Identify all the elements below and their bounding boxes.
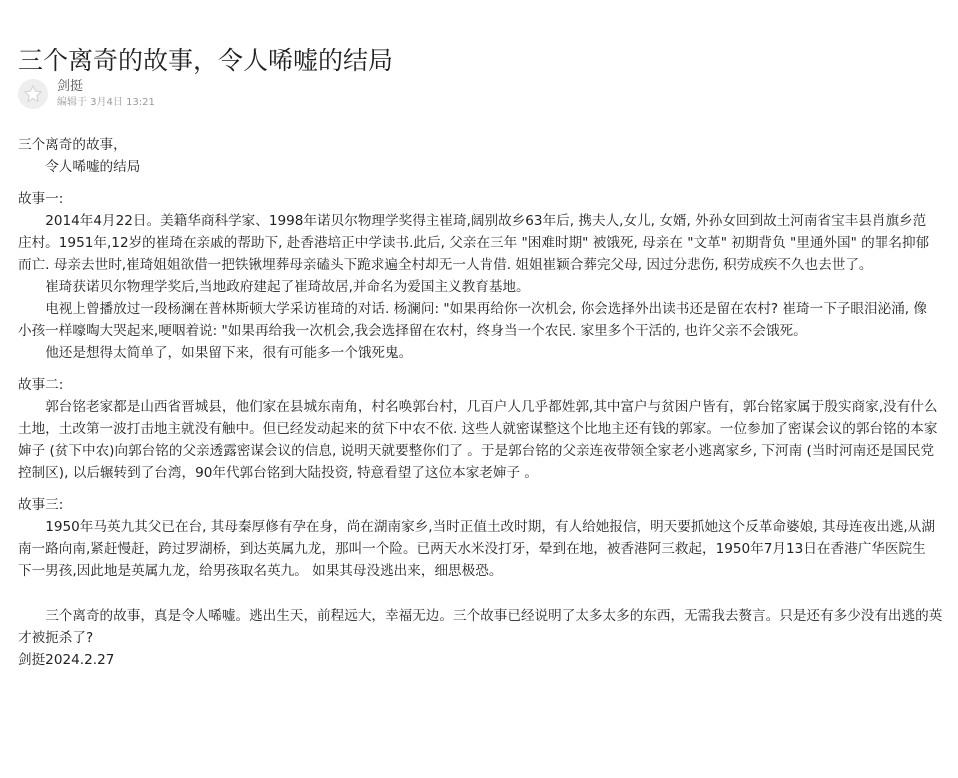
intro-line: 三个离奇的故事， [18,137,127,153]
spacer [18,582,938,605]
story-paragraph: 郭台铭老家都是山西省晋城县，他们家在县城东南角，村名唤郭台村，几百户人几乎都姓郭,其中富户与贫困户皆有，郭台铭家属于殷实商家,没有什么土地，土改第一波打击地主就没有触中。但已经发动起来的贫下中农不依. 这些人就密谋整这个比地主还有钱的郭家。一位参加了密谋会议的郭台铭的本家婶子 (贫下中农)向郭台铭的父亲透露密谋会议的信息, 说明天就要整你们了 。于是郭台铭的父亲连夜带领全家老小逃离家乡, 下河南 (当时河南还是国民党控制区), 以后辗转到了台湾，90年代郭台铭到大陆投资, 特意看望了这位本家老婶子 。 [18,399,938,481]
closing-paragraph: 三个离奇的故事，真是令人唏嘘。逃出生天，前程远大，幸福无边。三个故事已经说明了太多太多的东西，无需我去赘言。只是还有多少没有出逃的英才被扼杀了? [18,608,943,646]
story-paragraph: 1950年马英九其父已在台, 其母秦厚修有孕在身，尚在湖南家乡,当时正值土改时期，有人给她报信，明天要抓她这个反革命婆娘, 其母连夜出逃,从湖南一路向南,紧赶慢赶，跨过罗湖桥，到达英属九龙，那叫一个险。已两天水米没打牙，晕到在地，被香港阿三救起，1950年7月13日在香港广华医院生下一男孩,因此地是英属九龙，给男孩取名英九。 如果其母没逃出来，细思极恐。 [18,519,935,579]
article-title: 三个离奇的故事，令人唏嘘的结局 [18,45,394,75]
story-paragraph: 2014年4月22日。美籍华商科学家、1998年诺贝尔物理学奖得主崔琦,阔别故乡63年后, 携夫人,女儿, 女婿, 外孙女回到故土河南省宝丰县肖旗乡范庄村。1951年,12岁的崔琦在亲戚的帮助下, 赴香港培正中学读书.此后, 父亲在三年 "困难时期" 被饿死, 母亲在 "文革" 初期背负 "里通外国" 的罪名抑郁而亡. 母亲去世时,崔琦姐姐欲借一把铁锹埋葬母亲磕头下跪求遍全村却无一人肯借. 姐姐崔颖合葬完父母, 因过分悲伤, 积劳成疾不久也去世了。 [18,213,930,273]
story-heading: 故事二: [18,377,64,393]
spacer [18,484,938,494]
spacer [18,178,938,188]
story-heading: 故事一: [18,191,64,207]
signature: 剑挺2024.2.27 [18,652,115,668]
spacer [18,364,938,374]
article-body [18,134,943,671]
story-heading: 故事三: [18,497,64,513]
story-paragraph: 崔琦获诺贝尔物理学奖后,当地政府建起了崔琦故居,并命名为爱国主义教育基地。 [45,279,530,295]
avatar[interactable] [18,79,48,109]
story-paragraph: 他还是想得太简单了，如果留下来，很有可能多一个饿死鬼。 [45,345,413,361]
intro-line: 令人唏嘘的结局 [45,159,141,175]
story-paragraph: 电视上曾播放过一段杨澜在普林斯顿大学采访崔琦的对话. 杨澜问: "如果再给你一次机会, 你会选择外出读书还是留在农村? 崔琦一下子眼泪泌涌, 像小孩一样嚎啕大哭起来,哽咽着说: "如果再给我一次机会,我会选择留在农村，终身当一个农民. 家里多个干活的, 也许父亲不会饿死。 [18,301,928,339]
edit-timestamp: 编辑于 3月4日 13:21 [57,97,155,108]
star-icon [23,84,43,104]
author-name[interactable]: 剑挺 [57,79,84,94]
